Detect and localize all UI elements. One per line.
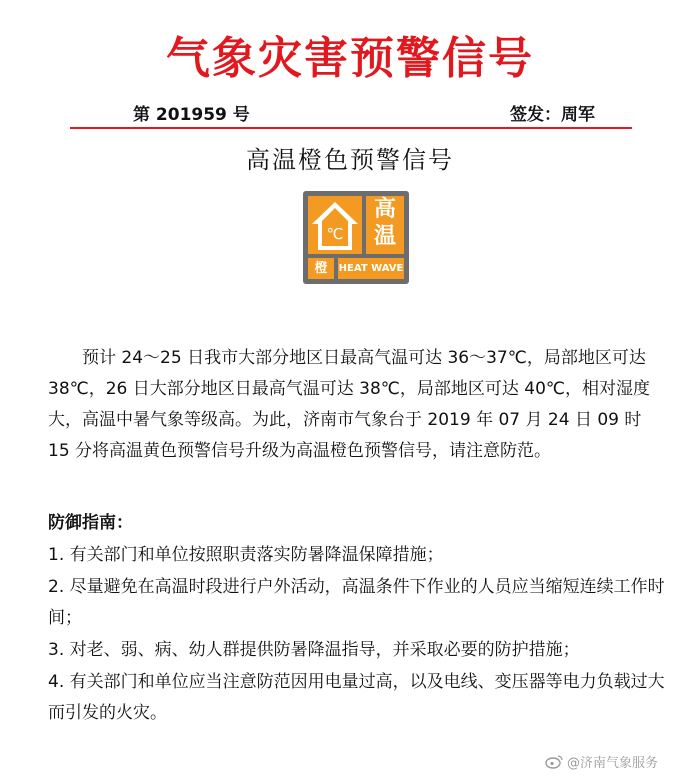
- icon-char-top: 高: [373, 197, 396, 222]
- page-title: 气象灾害预警信号: [166, 33, 534, 84]
- watermark-text: @济南气象服务: [567, 756, 659, 771]
- icon-level-char: 橙: [308, 258, 334, 279]
- signer: 签发：周军: [510, 105, 595, 125]
- warning-body: [48, 343, 666, 467]
- list-item: 1. 有关部门和单位按照职责落实防暑降温保障措施；: [48, 545, 444, 565]
- weibo-icon: [545, 755, 563, 769]
- document-number: 第 201959 号: [133, 105, 250, 125]
- warning-subtitle: 高温橙色预警信号: [246, 146, 454, 174]
- watermark: [545, 752, 658, 771]
- warning-body-text: 预计 24～25 日我市大部分地区日最高气温可达 36～37℃，局部地区可达 38℃，26 日大部分地区日最高气温可达 38℃，局部地区可达 40℃，相对湿度大，高温中暑气象等级高。为此，济南市气象台于 2019 年 07 月 24 日 09 时 15 分将高温黄色预警信号升级为高温橙色预警信号，请注意防范。: [48, 348, 651, 461]
- list-item: 4. 有关部门和单位应当注意防范因用电量过高，以及电线、变压器等电力负载过大而引发的火灾。: [48, 672, 665, 723]
- icon-char-bottom: 温: [373, 224, 396, 249]
- house-thermometer-icon: [308, 196, 362, 254]
- guide-heading: 防御指南：: [48, 513, 133, 533]
- icon-label: HEAT WAVE: [338, 258, 404, 279]
- header-divider: [70, 127, 632, 129]
- heat-wave-orange-icon: [303, 191, 409, 284]
- list-item: 3. 对老、弱、病、幼人群提供防暑降温指导，并采取必要的防护措施；: [48, 640, 580, 660]
- icon-chars: [366, 196, 404, 254]
- temp-symbol: ℃: [326, 225, 344, 243]
- list-item: 2. 尽量避免在高温时段进行户外活动，高温条件下作业的人员应当缩短连续工作时间；: [48, 577, 665, 628]
- guide-list: [48, 540, 666, 730]
